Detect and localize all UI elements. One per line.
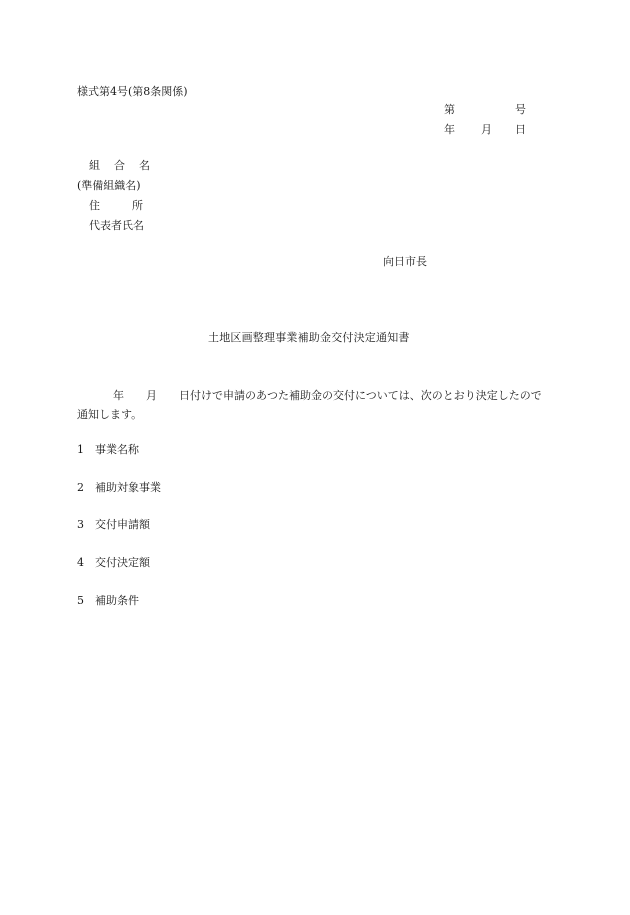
list-item [77, 518, 150, 532]
item-label: 補助条件 [95, 594, 139, 607]
list-item [77, 481, 161, 495]
union-name-char-2: 合 [114, 159, 125, 172]
item-number: 1 [77, 443, 84, 456]
recipient-address-row [77, 199, 150, 219]
date-day-label: 日 [515, 123, 526, 136]
item-label: 事業名称 [95, 443, 139, 456]
item-number: 5 [77, 594, 84, 607]
union-name-char-3: 名 [139, 159, 150, 172]
date-month-label: 月 [481, 123, 492, 136]
document-number-prefix: 第 [444, 103, 455, 116]
item-label: 補助対象事業 [95, 481, 161, 494]
list-item [77, 594, 139, 608]
document-number-suffix: 号 [515, 103, 526, 116]
body-year-label: 年 [113, 389, 124, 402]
document-title: 土地区画整理事業補助金交付決定通知書 [208, 331, 410, 344]
item-label: 交付決定額 [95, 556, 150, 569]
date-year-label: 年 [444, 123, 455, 136]
address-char-1: 住 [89, 199, 100, 212]
preparatory-organization-label: (準備組織名) [77, 179, 141, 192]
body-paragraph [77, 386, 551, 424]
recipient-representative-row [77, 219, 150, 239]
item-number: 2 [77, 481, 84, 494]
representative-name-label: 代表者氏名 [89, 219, 144, 232]
list-item [77, 443, 139, 457]
item-label: 交付申請額 [95, 518, 150, 531]
recipient-union-name-row [77, 159, 150, 179]
union-name-char-1: 組 [89, 159, 100, 172]
issuer-mayor: 向日市長 [383, 255, 427, 268]
recipient-preparatory-row [77, 179, 150, 199]
item-number: 4 [77, 556, 84, 569]
body-rest-text: 日付けで申請のあつた補助金の交付については、次のとおり決定したので通知します。 [77, 389, 542, 421]
address-char-2: 所 [132, 199, 143, 212]
item-number: 3 [77, 518, 84, 531]
list-item [77, 556, 150, 570]
form-identifier: 様式第4号(第8条関係) [77, 85, 188, 98]
body-month-label: 月 [146, 389, 157, 402]
recipient-block [77, 159, 150, 239]
